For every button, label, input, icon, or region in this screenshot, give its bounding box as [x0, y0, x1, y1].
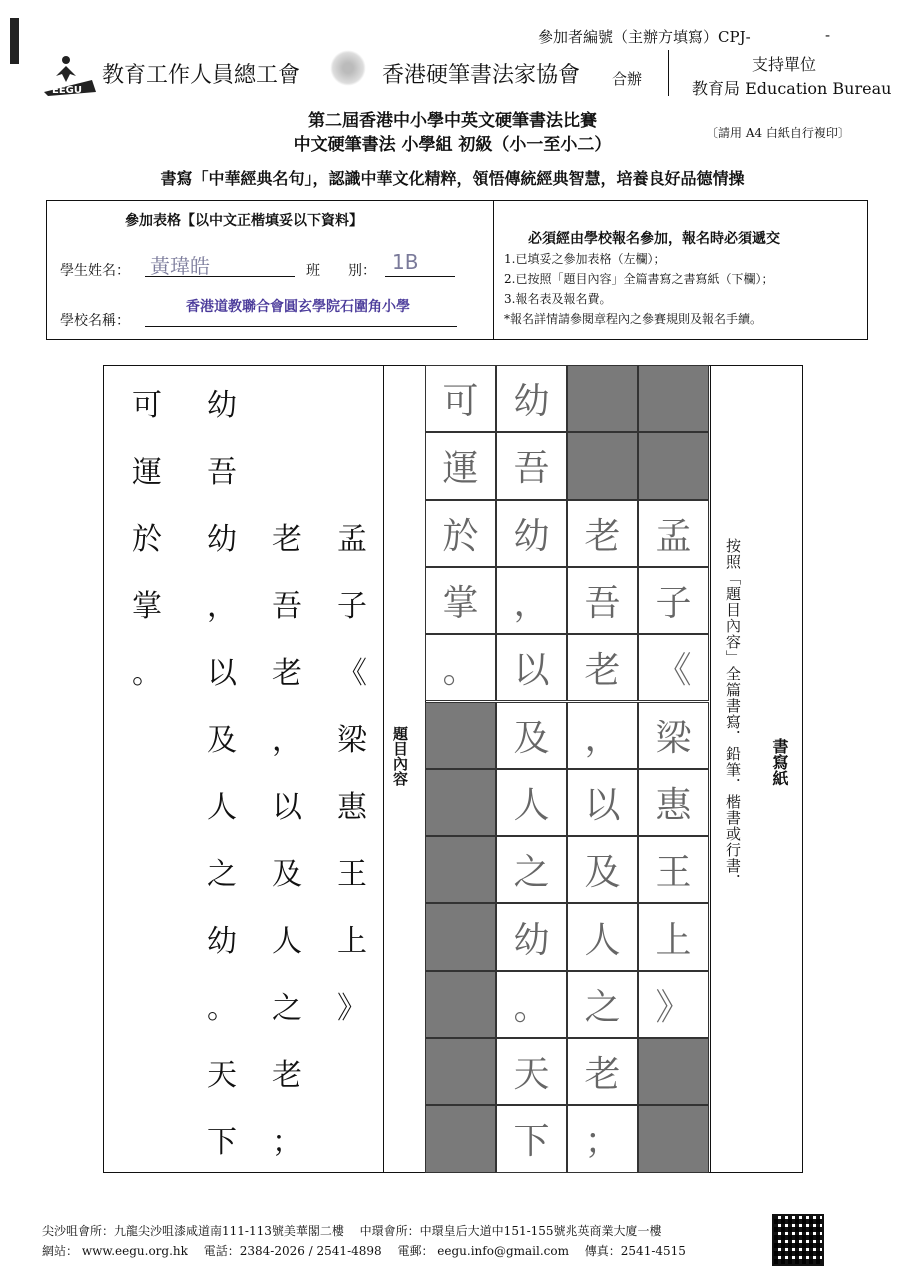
form-right-heading: 必須經由學校報名參加，報名時必須遞交: [528, 231, 780, 247]
eegu-logo: [42, 52, 98, 96]
participant-number-label: 參加者編號（主辦方填寫）CPJ-: [538, 28, 751, 46]
topic-char: 。: [132, 656, 162, 691]
school-name-value[interactable]: 香港道教聯合會圓玄學院石圍角小學: [186, 299, 410, 315]
requirement-1: 1.已填妥之參加表格（左欄）；: [504, 252, 666, 266]
topic-char: 幼: [207, 388, 237, 423]
topic-char: 孟: [337, 522, 367, 557]
topic-char: 老: [272, 522, 302, 557]
grid-cell[interactable]: [425, 1038, 496, 1105]
grid-cell[interactable]: 吾: [567, 567, 638, 634]
support-label: 支持單位: [752, 55, 817, 74]
grid-cell[interactable]: 。: [496, 971, 567, 1038]
grid-cell[interactable]: 以: [567, 769, 638, 836]
topic-char: ，: [272, 723, 302, 758]
grid-cell[interactable]: 。: [425, 634, 496, 701]
topic-char: 幼: [207, 522, 237, 557]
topic-char: 之: [207, 857, 237, 892]
organizer-1: 教育工作人員總工會: [102, 63, 301, 88]
class-label: 班 別：: [306, 263, 376, 279]
topic-char: 子: [337, 589, 367, 624]
grid-cell[interactable]: [425, 836, 496, 903]
writing-grid[interactable]: [425, 365, 709, 1173]
topic-char: 以: [207, 656, 237, 691]
topic-char: ；: [272, 1125, 302, 1160]
topic-char: 上: [337, 924, 367, 959]
grid-cell[interactable]: 老: [567, 500, 638, 567]
topic-content-label: 題目內容: [391, 726, 409, 786]
grid-cell[interactable]: 之: [567, 971, 638, 1038]
footer-addresses: 尖沙咀會所：九龍尖沙咀漆咸道南111-113號美華閣二樓 中環會所：中環皇后大道中151-155號兆英商業大廈一樓: [42, 1224, 662, 1238]
grid-cell[interactable]: 梁: [638, 702, 709, 769]
header-divider: [668, 50, 669, 96]
grid-cell[interactable]: [567, 365, 638, 432]
topic-char: 梁: [337, 723, 367, 758]
grid-cell[interactable]: 及: [496, 702, 567, 769]
topic-char: 吾: [207, 455, 237, 490]
grid-cell[interactable]: 幼: [496, 903, 567, 970]
topic-char: 天: [207, 1058, 237, 1093]
grid-cell[interactable]: [638, 365, 709, 432]
grid-cell[interactable]: 人: [496, 769, 567, 836]
topic-char: 王: [337, 857, 367, 892]
class-value[interactable]: 1B: [392, 250, 419, 274]
grid-cell[interactable]: 孟: [638, 500, 709, 567]
competition-title: 第二屆香港中小學中英文硬筆書法比賽: [308, 111, 597, 131]
co-organize-label: 合辦: [612, 70, 643, 88]
form-left-heading: 參加表格【以中文正楷填妥以下資料】: [125, 213, 363, 229]
grid-cell[interactable]: ；: [567, 1105, 638, 1172]
grid-cell[interactable]: ，: [496, 567, 567, 634]
grid-cell[interactable]: 之: [496, 836, 567, 903]
grid-cell[interactable]: 老: [567, 1038, 638, 1105]
support-org: 教育局 Education Bureau: [692, 79, 892, 98]
society-logo: [330, 50, 366, 86]
participant-number-dash: -: [825, 26, 831, 44]
topic-char: ，: [207, 589, 237, 624]
topic-char: 老: [272, 1058, 302, 1093]
grid-cell[interactable]: 子: [638, 567, 709, 634]
topic-char: 老: [272, 656, 302, 691]
grid-cell[interactable]: 人: [567, 903, 638, 970]
grid-cell[interactable]: [638, 432, 709, 499]
svg-text:EEGU: EEGU: [52, 85, 82, 96]
school-name-line: [145, 326, 457, 327]
writing-instruction: 按照「題目內容」全篇書寫．鉛筆．楷書或行書．: [724, 538, 742, 890]
grid-cell[interactable]: 於: [425, 500, 496, 567]
topic-char: 運: [132, 455, 162, 490]
writing-paper-label: 書寫紙: [770, 738, 789, 786]
grid-cell[interactable]: [425, 1105, 496, 1172]
grid-cell[interactable]: 《: [638, 634, 709, 701]
topic-char: 吾: [272, 589, 302, 624]
student-name-value[interactable]: 黃瑋皓: [150, 254, 210, 278]
grid-cell[interactable]: 掌: [425, 567, 496, 634]
qr-code[interactable]: [772, 1214, 824, 1266]
topic-char: 掌: [132, 589, 162, 624]
grid-cell[interactable]: 老: [567, 634, 638, 701]
topic-char: 下: [207, 1125, 237, 1160]
organizer-2: 香港硬筆書法家協會: [382, 63, 581, 88]
school-name-label: 學校名稱：: [60, 313, 130, 329]
grid-cell[interactable]: [425, 769, 496, 836]
topic-char: 及: [272, 857, 302, 892]
grid-cell[interactable]: [638, 1038, 709, 1105]
grid-cell[interactable]: [638, 1105, 709, 1172]
footer-contact: 網站： www.eegu.org.hk 電話：2384-2026 / 2541-4898 電郵： eegu.info@gmail.com 傳真：2541-4515: [42, 1244, 686, 1258]
grid-cell[interactable]: 下: [496, 1105, 567, 1172]
grid-cell[interactable]: [425, 702, 496, 769]
topic-char: 可: [132, 388, 162, 423]
topic-char: 惠: [337, 790, 367, 825]
grid-cell[interactable]: 幼: [496, 365, 567, 432]
grid-cell[interactable]: 上: [638, 903, 709, 970]
grid-cell[interactable]: 幼: [496, 500, 567, 567]
grid-cell[interactable]: 以: [496, 634, 567, 701]
margin-bar: [10, 18, 19, 64]
grid-cell[interactable]: 天: [496, 1038, 567, 1105]
print-note: 〔請用 A4 白紙自行複印〕: [706, 126, 850, 140]
student-name-label: 學生姓名：: [60, 263, 130, 279]
form-divider: [493, 201, 494, 339]
grid-cell[interactable]: 吾: [496, 432, 567, 499]
grid-cell[interactable]: [425, 971, 496, 1038]
grid-cell[interactable]: ，: [567, 702, 638, 769]
grid-cell[interactable]: 》: [638, 971, 709, 1038]
grid-cell[interactable]: 可: [425, 365, 496, 432]
grid-right-divider: [710, 366, 711, 1172]
class-line: [385, 276, 455, 277]
grid-cell[interactable]: 王: [638, 836, 709, 903]
topic-divider: [383, 366, 384, 1172]
grid-cell[interactable]: 運: [425, 432, 496, 499]
topic-char: 之: [272, 991, 302, 1026]
requirement-note: *報名詳情請參閱章程內之參賽規則及報名手續。: [504, 312, 763, 326]
requirement-3: 3.報名表及報名費。: [504, 292, 612, 306]
category-title: 中文硬筆書法 小學組 初級（小一至小二）: [293, 135, 612, 155]
theme-text: 書寫「中華經典名句」，認識中華文化精粹，領悟傳統經典智慧，培養良好品德情操: [160, 169, 745, 188]
topic-char: 以: [272, 790, 302, 825]
requirement-2: 2.已按照「題目內容」全篇書寫之書寫紙（下欄）；: [504, 272, 774, 286]
topic-char: 人: [207, 790, 237, 825]
grid-cell[interactable]: 及: [567, 836, 638, 903]
topic-char: 。: [207, 991, 237, 1026]
topic-char: 幼: [207, 924, 237, 959]
topic-char: 於: [132, 522, 162, 557]
grid-cell[interactable]: [567, 432, 638, 499]
topic-char: 《: [337, 656, 367, 691]
topic-char: 人: [272, 924, 302, 959]
topic-char: 及: [207, 723, 237, 758]
topic-char: 》: [337, 991, 367, 1026]
grid-cell[interactable]: 惠: [638, 769, 709, 836]
grid-cell[interactable]: [425, 903, 496, 970]
